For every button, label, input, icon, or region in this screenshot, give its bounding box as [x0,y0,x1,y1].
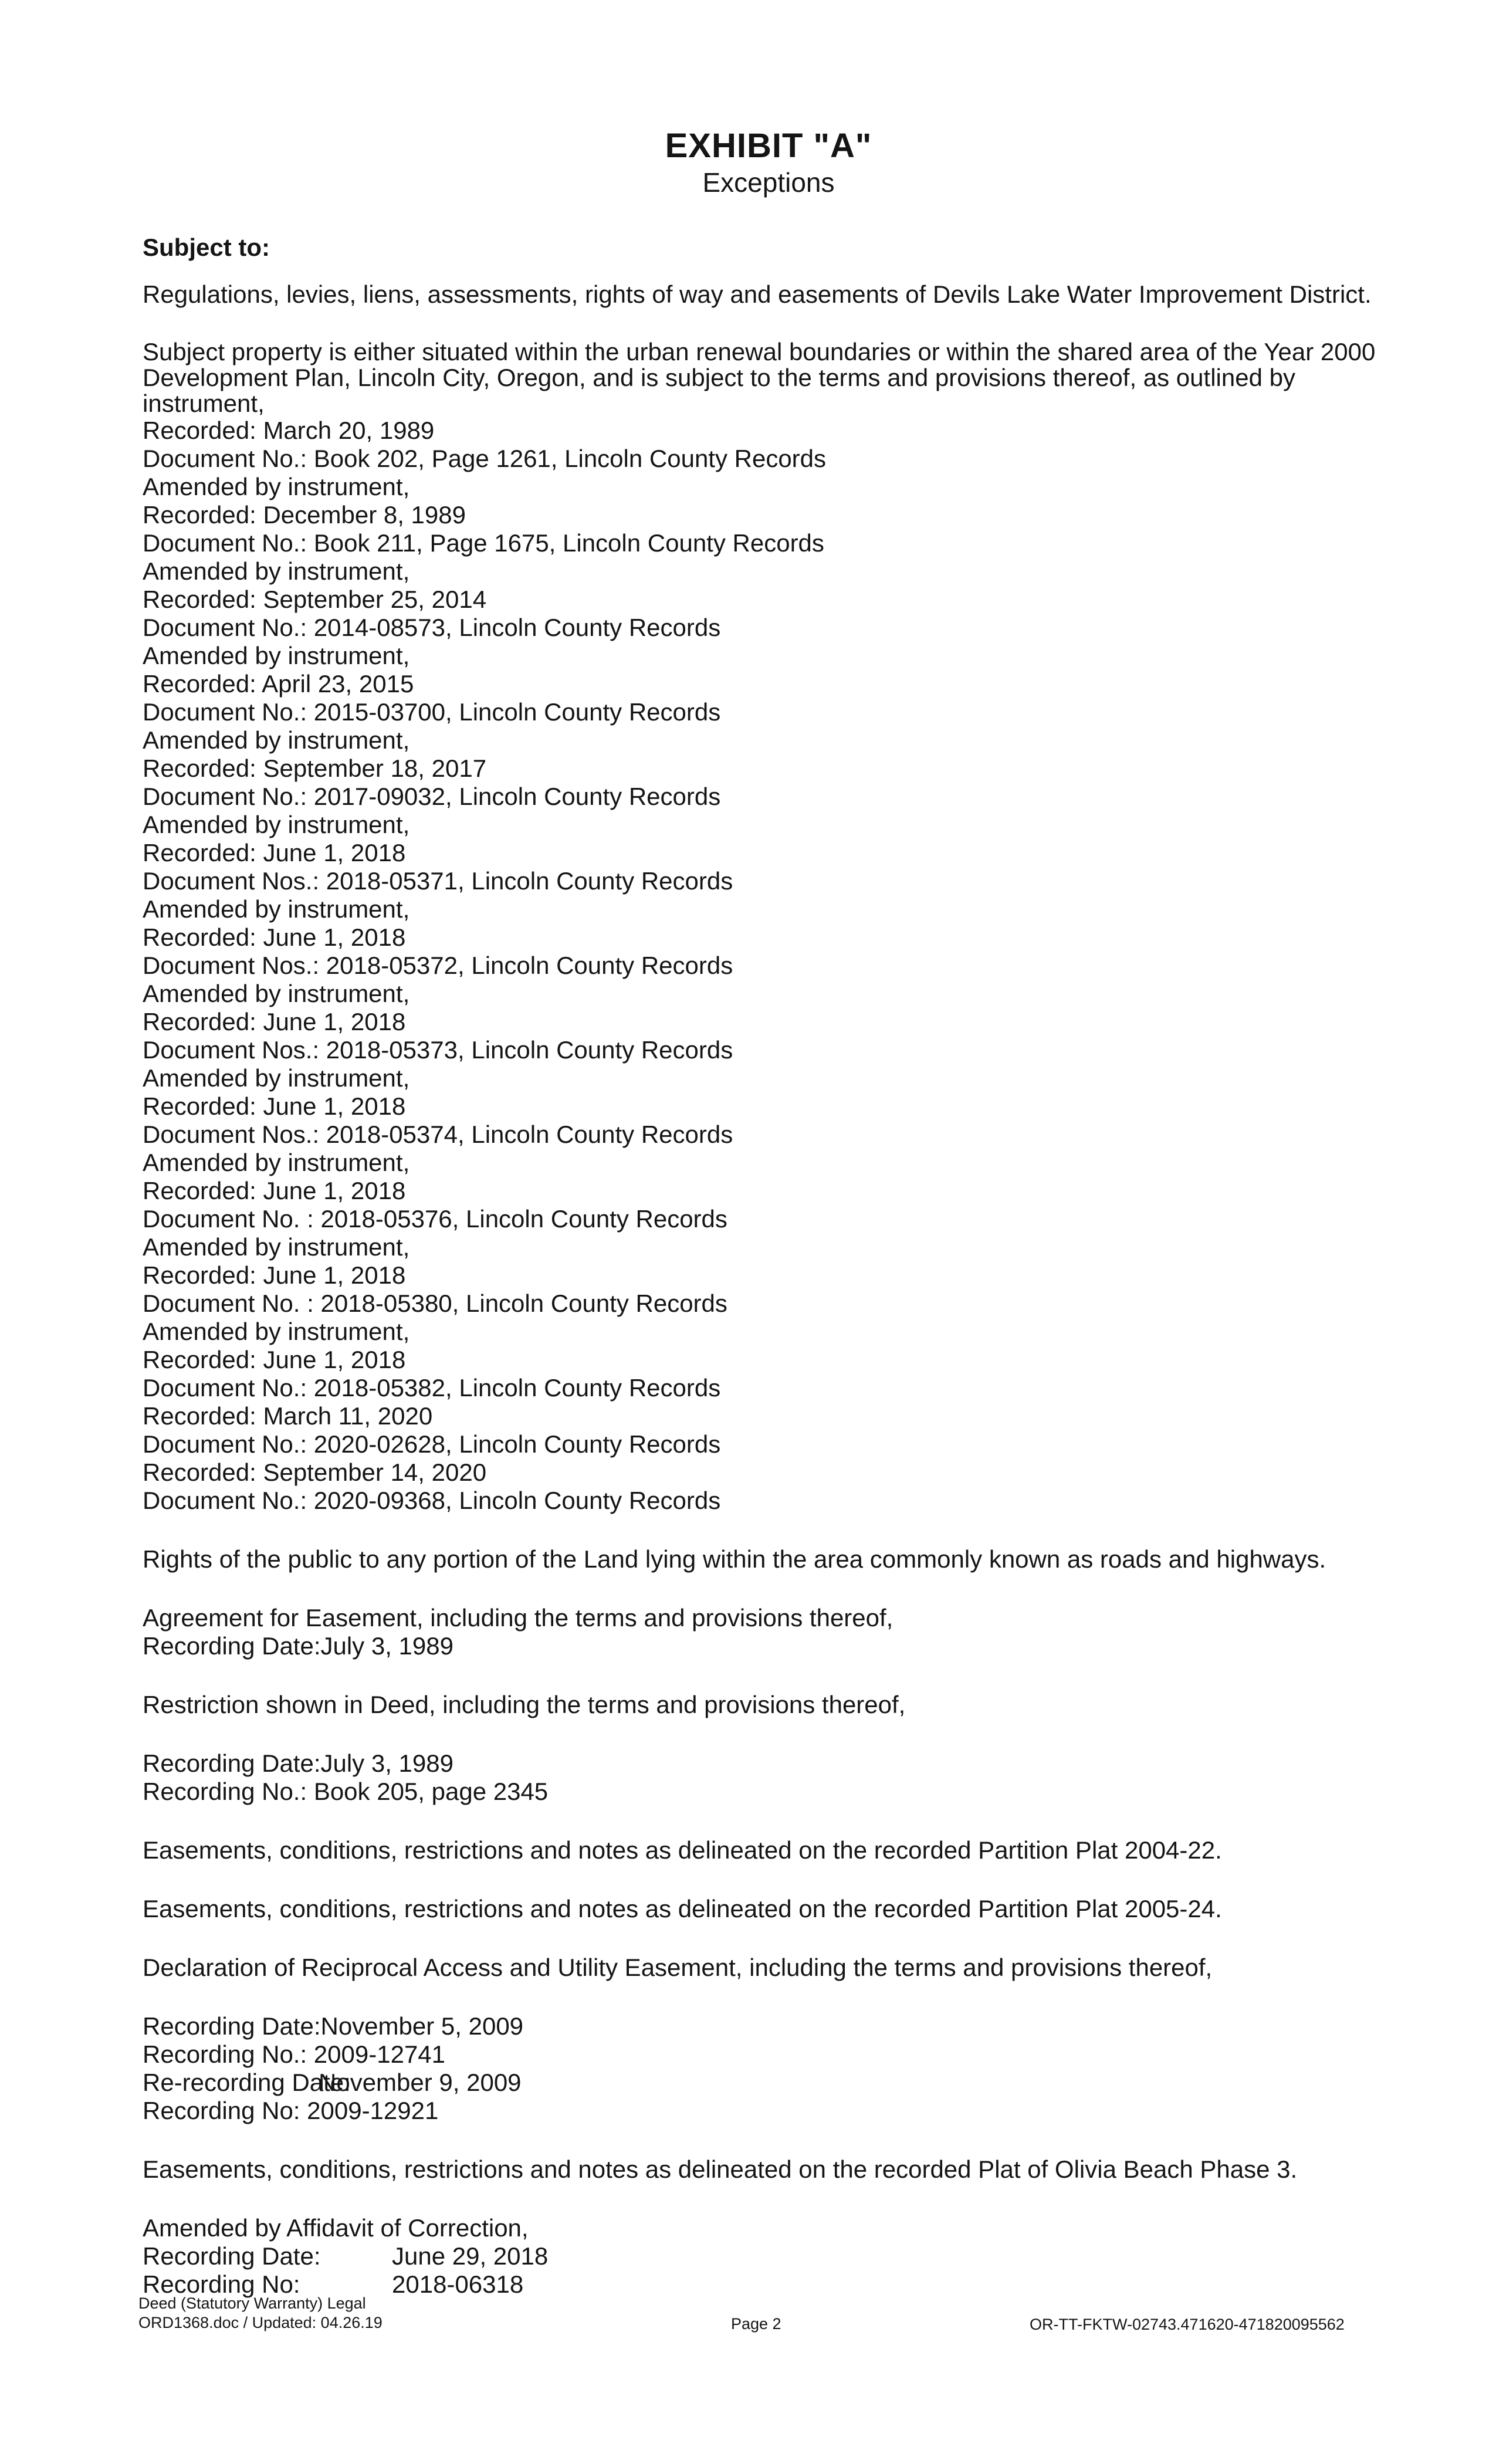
record-line: Amended by instrument, [143,1064,410,1092]
record-line: Document No.: 2015-03700, Lincoln County Records [143,698,721,726]
footer-page-number: Page 2 [731,2315,781,2333]
exception-deed-restriction: Restriction shown in Deed, including the terms and provisions thereof, [143,1691,906,1718]
exception-public-rights: Rights of the public to any portion of the Land lying within the area commonly known as roads and highways. [143,1545,1326,1573]
affidavit-recording-date-label: Recording Date: [143,2242,321,2270]
record-line: Recorded: September 18, 2017 [143,754,487,782]
restriction-recording-no-label: Recording No.: [143,1778,307,1805]
record-line: Recorded: March 20, 1989 [143,417,435,444]
exception-reciprocal-access: Declaration of Reciprocal Access and Utility Easement, including the terms and provisions thereof, [143,1954,1213,1981]
exceptions-body [143,280,1421,2299]
record-line: Recorded: June 1, 2018 [143,1346,406,1373]
record-line: Amended by instrument, [143,895,410,923]
reciprocal-recording-no: Recording No.: 2009-12741 [143,2040,446,2068]
exception-partition-plat-2005: Easements, conditions, restrictions and notes as delineated on the recorded Partition Plat 2005-24. [143,1895,1222,1923]
rerecording-date-value: November 9, 2009 [319,2069,522,2096]
record-line: Amended by instrument, [143,1149,410,1176]
record-line: Amended by instrument, [143,726,410,754]
record-line: Recorded: June 1, 2018 [143,839,406,867]
record-line: Amended by instrument, [143,473,410,500]
record-line: Recorded: December 8, 1989 [143,501,466,529]
affidavit-recording-date-value: June 29, 2018 [392,2242,549,2270]
record-line: Document No. : 2018-05380, Lincoln County Records [143,1289,727,1317]
reciprocal-rerecording-no: Recording No: 2009-12921 [143,2097,439,2124]
record-line: Recorded: June 1, 2018 [143,1261,406,1289]
restriction-recording-no [143,1778,1421,1806]
record-line: Amended by instrument, [143,811,410,838]
affidavit-recording-no-value: 2018-06318 [392,2270,524,2298]
exhibit-title: EXHIBIT "A" [665,127,872,165]
record-line: Recorded: June 1, 2018 [143,1092,406,1120]
record-line: Document No.: Book 202, Page 1261, Lincoln County Records [143,445,827,472]
record-line: Amended by instrument, [143,557,410,585]
record-line: Amended by instrument, [143,1233,410,1261]
record-line: Recorded: June 1, 2018 [143,1177,406,1204]
footer-doc-type: Deed (Statutory Warranty) Legal [138,2294,366,2312]
record-line: Amended by instrument, [143,1318,410,1345]
record-line: Recorded: April 23, 2015 [143,670,414,698]
reciprocal-rerecording-date [143,2069,1421,2097]
record-line: Document No.: 2018-05382, Lincoln County Records [143,1374,721,1402]
exhibit-subtitle: Exceptions [702,167,835,198]
record-line: Document Nos.: 2018-05373, Lincoln County Records [143,1036,733,1064]
record-line: Recorded: June 1, 2018 [143,923,406,951]
rerecording-date-label: Re-recording Date: [143,2069,351,2096]
exception-olivia-beach-plat: Easements, conditions, restrictions and notes as delineated on the recorded Plat of Olivia Beach Phase 3. [143,2155,1298,2183]
affidavit-recording-no-label: Recording No: [143,2270,300,2298]
footer-doc-updated: ORD1368.doc / Updated: 04.26.19 [138,2314,383,2331]
exception-partition-plat-2004: Easements, conditions, restrictions and notes as delineated on the recorded Partition Plat 2004-22. [143,1836,1222,1864]
record-line: Document No. : 2018-05376, Lincoln County Records [143,1205,727,1233]
record-line: Document Nos.: 2018-05372, Lincoln County Records [143,952,733,979]
record-line: Amended by instrument, [143,642,410,669]
footer-doc-info [138,2294,383,2333]
exception-water-district: Regulations, levies, liens, assessments, rights of way and easements of Devils Lake Water Improvement District. [143,280,1372,308]
record-line: Document Nos.: 2018-05371, Lincoln County Records [143,867,733,895]
record-line: Document No.: 2020-09368, Lincoln County Records [143,1487,721,1514]
reciprocal-recording-date: Recording Date:November 5, 2009 [143,2012,524,2040]
urban-renewal-records [143,417,1421,1515]
record-line: Document No.: 2017-09032, Lincoln County Records [143,783,721,810]
restriction-recording-date: Recording Date:July 3, 1989 [143,1749,453,1777]
affidavit-of-correction: Amended by Affidavit of Correction, [143,2214,529,2242]
subject-label: Subject to: [143,233,270,261]
affidavit-recording-date [143,2242,1421,2270]
restriction-recording-no-value: Book 205, page 2345 [313,1778,549,1805]
easement-recording-date: Recording Date:July 3, 1989 [143,1632,453,1660]
record-line: Document No.: 2014-08573, Lincoln County Records [143,614,721,641]
record-line: Recorded: June 1, 2018 [143,1008,406,1035]
exception-easement-agreement: Agreement for Easement, including the terms and provisions thereof, [143,1604,893,1632]
record-line: Document No.: Book 211, Page 1675, Lincoln County Records [143,529,824,557]
record-line: Recorded: September 25, 2014 [143,585,487,613]
record-line: Recorded: September 14, 2020 [143,1458,487,1486]
record-line: Document No.: 2020-02628, Lincoln County Records [143,1430,721,1458]
exception-urban-renewal-intro: Subject property is either situated within the urban renewal boundaries or within the shared area of the Year 2000 Development Plan, Lincoln City, Oregon, and is subject to the terms and provisions thereof, as outlined by instrument, [143,338,1376,417]
record-line: Document Nos.: 2018-05374, Lincoln County Records [143,1121,733,1148]
record-line: Amended by instrument, [143,980,410,1007]
footer-reference: OR-TT-FKTW-02743.471620-471820095562 [1030,2316,1345,2333]
record-line: Recorded: March 11, 2020 [143,1402,433,1430]
